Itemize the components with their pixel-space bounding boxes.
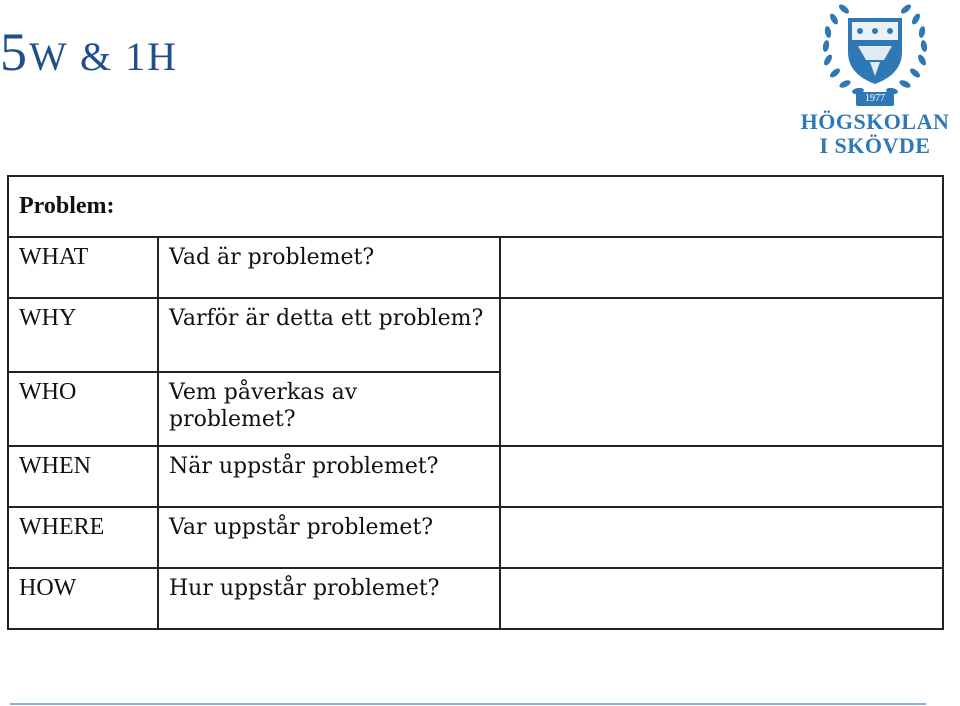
5w1h-table <box>7 175 944 630</box>
university-logo <box>790 0 960 165</box>
row-question: När uppstår problemet? <box>158 446 500 507</box>
row-key: WHO <box>8 372 158 446</box>
logo-line1: HÖGSKOLAN <box>800 109 950 134</box>
row-answer-cell[interactable] <box>500 446 943 507</box>
row-key: WHY <box>8 298 158 372</box>
table-row <box>8 507 943 568</box>
slide-title <box>0 14 178 95</box>
row-key: WHEN <box>8 446 158 507</box>
crest-icon <box>818 0 932 108</box>
footer-divider <box>10 703 926 705</box>
table-header: Problem: <box>8 176 943 237</box>
row-question: Vad är problemet? <box>158 237 500 298</box>
row-answer-cell[interactable] <box>500 237 943 298</box>
row-key: HOW <box>8 568 158 629</box>
table-row <box>8 446 943 507</box>
slide-title-number: 5 <box>0 22 29 82</box>
row-question: Hur uppstår problemet? <box>158 568 500 629</box>
logo-year: 1977 <box>865 93 885 104</box>
row-answer-cell[interactable] <box>500 298 943 446</box>
table-row <box>8 237 943 298</box>
row-question: Varför är detta ett problem? <box>158 298 500 372</box>
row-key: WHERE <box>8 507 158 568</box>
table-row <box>8 298 943 372</box>
table-header-row <box>8 176 943 237</box>
logo-line2: I SKÖVDE <box>819 133 931 158</box>
row-answer-cell[interactable] <box>500 507 943 568</box>
row-answer-cell[interactable] <box>500 568 943 629</box>
slide-title-text: W & 1H <box>29 34 179 79</box>
table-row <box>8 568 943 629</box>
row-key: WHAT <box>8 237 158 298</box>
row-question: Var uppstår problemet? <box>158 507 500 568</box>
row-question: Vem påverkas av problemet? <box>158 372 500 446</box>
logo-wordmark <box>790 110 960 158</box>
